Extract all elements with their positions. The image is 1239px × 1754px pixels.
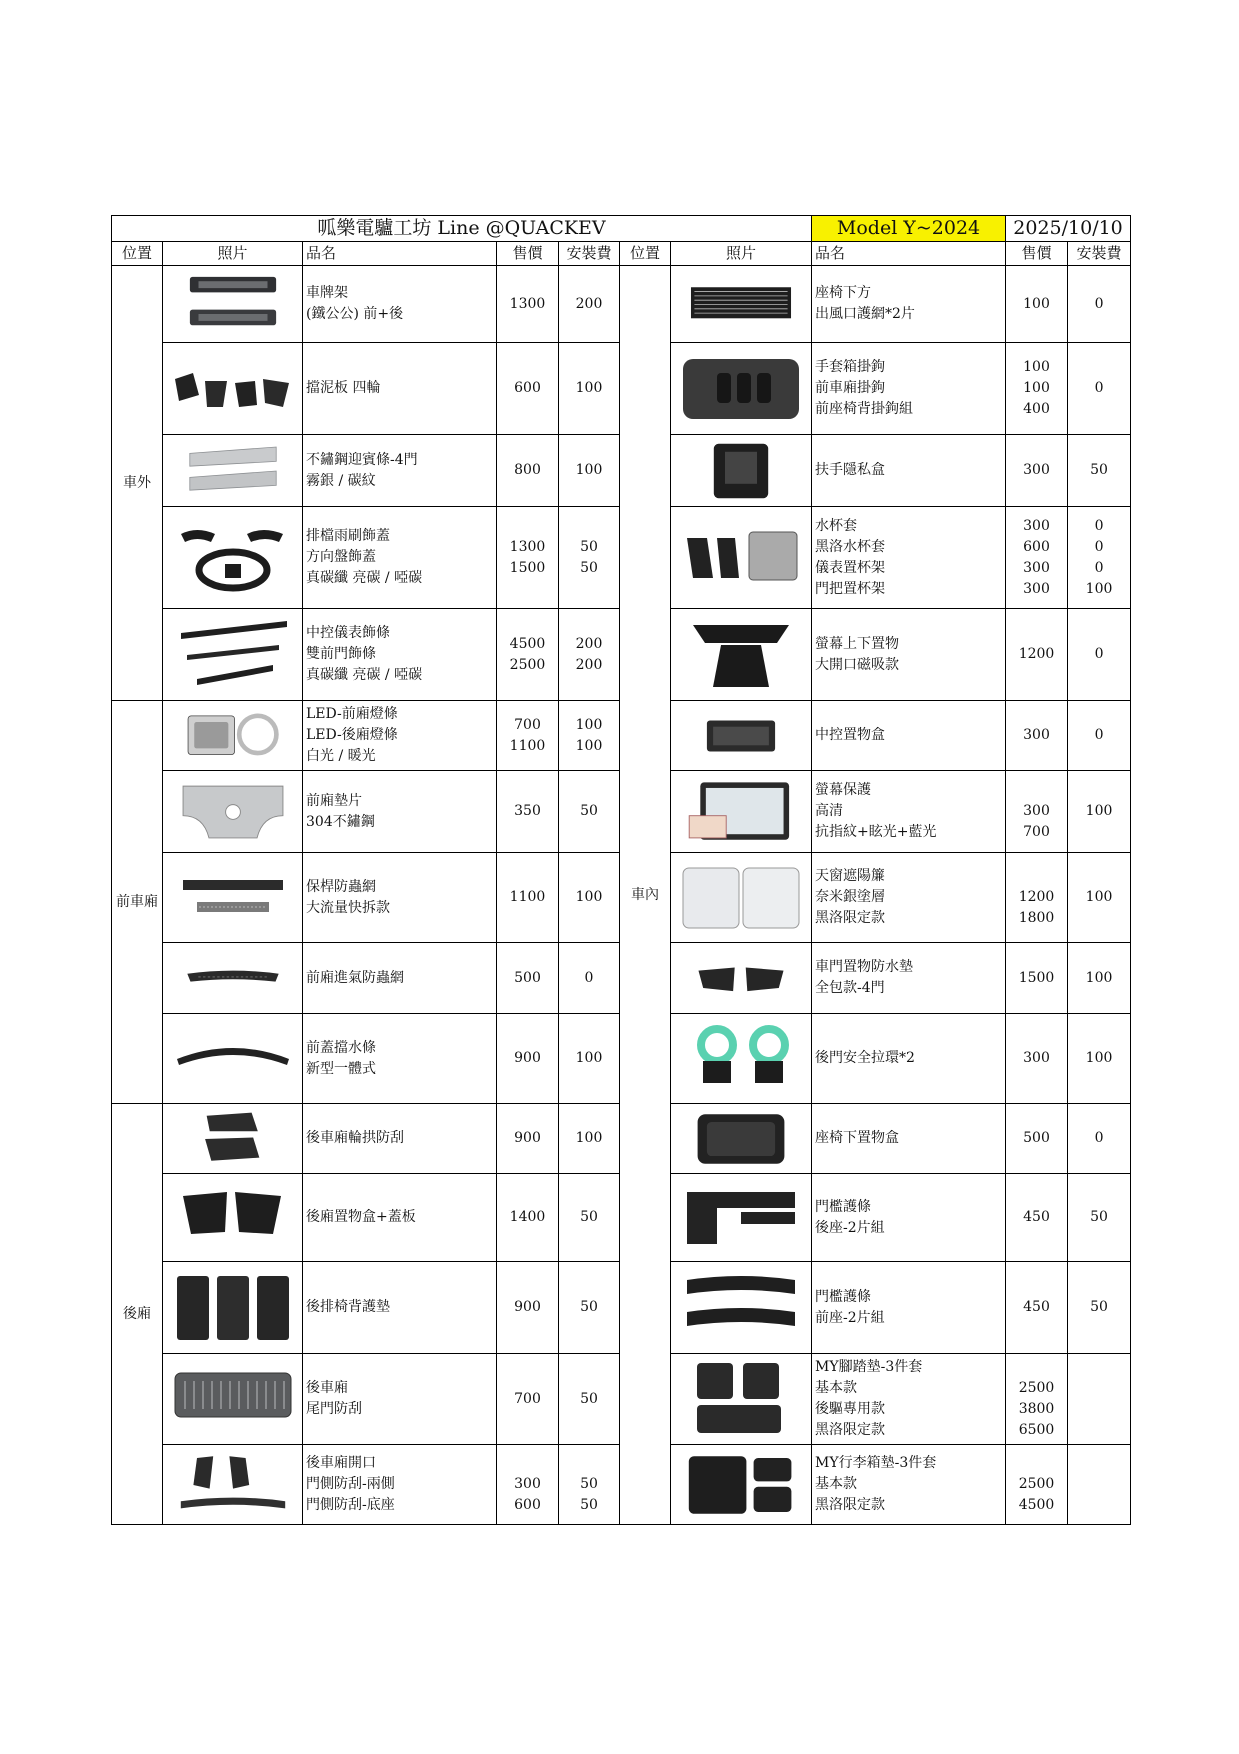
led-strip-icon <box>169 705 297 767</box>
product-photo <box>163 507 303 609</box>
product-price: 700 <box>497 1354 559 1445</box>
product-name: 手套箱掛鉤 前車廂掛鉤 前座椅背掛鉤組 <box>812 343 1006 435</box>
product-name: 前廂進氣防蟲網 <box>303 943 497 1014</box>
screen-tray-icon <box>677 614 805 696</box>
console-tray-icon <box>677 705 805 767</box>
tailgate-guard-icon <box>169 1358 297 1440</box>
rear-sill-guard-icon <box>677 1178 805 1258</box>
product-price: 1400 <box>497 1174 559 1262</box>
product-price: 4500 2500 <box>497 609 559 701</box>
product-install-fee: 0 <box>1068 609 1131 701</box>
cup-holder-icon <box>677 517 805 599</box>
product-photo <box>671 853 812 943</box>
product-photo <box>163 609 303 701</box>
product-install-fee: 100 <box>559 343 620 435</box>
product-install-fee: 0 <box>1068 1104 1131 1174</box>
sunshade-icon <box>677 857 805 939</box>
col-location-right: 位置 <box>620 242 671 266</box>
dash-trim-icon <box>169 614 297 696</box>
product-photo <box>163 1262 303 1354</box>
product-photo <box>671 343 812 435</box>
product-name: 後車廂 尾門防刮 <box>303 1354 497 1445</box>
product-name: 車門置物防水墊 全包款-4門 <box>812 943 1006 1014</box>
product-name: 門檻護條 後座-2片組 <box>812 1174 1006 1262</box>
product-install-fee: 50 50 <box>559 507 620 609</box>
shop-title: 呱樂電驢工坊 Line @QUACKEV <box>112 216 812 242</box>
product-price: 350 <box>497 771 559 853</box>
product-price: 900 <box>497 1104 559 1174</box>
product-install-fee: 50 <box>1068 1174 1131 1262</box>
product-photo <box>163 1104 303 1174</box>
product-photo <box>163 435 303 507</box>
product-name: 保桿防蟲網 大流量快拆款 <box>303 853 497 943</box>
product-price: 300 600 300 300 <box>1006 507 1068 609</box>
product-name: 螢幕上下置物 大開口磁吸款 <box>812 609 1006 701</box>
product-photo <box>671 507 812 609</box>
pull-ring-icon <box>677 1018 805 1100</box>
product-name: 螢幕保護 高清 抗指紋+眩光+藍光 <box>812 771 1006 853</box>
wheel-arch-guard-icon <box>169 1108 297 1170</box>
title-row <box>112 216 1131 242</box>
product-price: 800 <box>497 435 559 507</box>
product-photo <box>163 1354 303 1445</box>
date: 2025/10/10 <box>1006 216 1131 242</box>
col-install-right: 安裝費 <box>1068 242 1131 266</box>
product-price: 500 <box>497 943 559 1014</box>
product-photo <box>671 1014 812 1104</box>
col-photo: 照片 <box>163 242 303 266</box>
product-price: 100 100 400 <box>1006 343 1068 435</box>
product-price: 100 <box>1006 266 1068 343</box>
product-name: 中控儀表飾條 雙前門飾條 真碳纖 亮碳 / 啞碳 <box>303 609 497 701</box>
license-plate-frame-icon <box>169 270 297 339</box>
trunk-bin-icon <box>169 1178 297 1258</box>
product-install-fee: 100 <box>1068 943 1131 1014</box>
product-install-fee: 0 0 0 100 <box>1068 507 1131 609</box>
seatback-pad-icon <box>169 1267 297 1349</box>
product-name: 排檔雨刷飾蓋 方向盤飾蓋 真碳纖 亮碳 / 啞碳 <box>303 507 497 609</box>
door-pocket-mat-icon <box>677 947 805 1010</box>
product-photo <box>163 1174 303 1262</box>
product-price: 2500 3800 6500 <box>1006 1354 1068 1445</box>
hook-icon <box>677 348 805 430</box>
product-install-fee: 50 <box>1068 1262 1131 1354</box>
screen-protector-icon <box>677 775 805 849</box>
product-price: 300 <box>1006 435 1068 507</box>
product-install-fee <box>1068 1354 1131 1445</box>
product-photo <box>671 701 812 771</box>
product-price: 900 <box>497 1014 559 1104</box>
product-install-fee: 100 <box>1068 1014 1131 1104</box>
product-photo <box>671 943 812 1014</box>
trunk-mat-icon <box>677 1449 805 1521</box>
product-name: 前蓋擋水條 新型一體式 <box>303 1014 497 1104</box>
header-row <box>112 242 1131 266</box>
product-photo <box>163 343 303 435</box>
section-interior: 車內 <box>620 266 671 1525</box>
bumper-mesh-icon <box>169 857 297 939</box>
col-photo-right: 照片 <box>671 242 812 266</box>
product-install-fee: 100 <box>559 1104 620 1174</box>
price-table <box>111 215 1131 1525</box>
product-price: 1100 <box>497 853 559 943</box>
hood-seal-icon <box>169 1018 297 1100</box>
col-location: 位置 <box>112 242 163 266</box>
product-name: 不鏽鋼迎賓條-4門 霧銀 / 碳紋 <box>303 435 497 507</box>
underseat-box-icon <box>677 1108 805 1170</box>
product-name: 座椅下方 出風口護網*2片 <box>812 266 1006 343</box>
section-trunk: 後廂 <box>112 1104 163 1525</box>
product-install-fee: 100 <box>1068 853 1131 943</box>
product-photo <box>671 609 812 701</box>
product-install-fee: 0 <box>1068 343 1131 435</box>
product-install-fee: 50 50 <box>559 1445 620 1525</box>
product-name: 天窗遮陽簾 奈米銀塗層 黑洛限定款 <box>812 853 1006 943</box>
product-photo <box>671 771 812 853</box>
product-photo <box>671 1104 812 1174</box>
vent-grille-icon <box>677 270 805 339</box>
product-install-fee: 0 <box>559 943 620 1014</box>
product-price: 600 <box>497 343 559 435</box>
product-install-fee: 100 <box>1068 771 1131 853</box>
product-photo <box>671 1445 812 1525</box>
col-price-right: 售價 <box>1006 242 1068 266</box>
product-price: 1300 <box>497 266 559 343</box>
model-badge: Model Y~2024 <box>812 216 1006 242</box>
product-price: 300 <box>1006 701 1068 771</box>
section-frunk: 前車廂 <box>112 701 163 1104</box>
product-install-fee: 50 <box>559 1174 620 1262</box>
product-name: MY行李箱墊-3件套 基本款 黑洛限定款 <box>812 1445 1006 1525</box>
product-install-fee: 200 <box>559 266 620 343</box>
product-photo <box>671 1354 812 1445</box>
product-name: 座椅下置物盒 <box>812 1104 1006 1174</box>
product-install-fee: 50 <box>559 771 620 853</box>
product-name: 後排椅背護墊 <box>303 1262 497 1354</box>
product-install-fee: 0 <box>1068 266 1131 343</box>
product-photo <box>163 266 303 343</box>
product-install-fee: 50 <box>559 1354 620 1445</box>
product-name: MY腳踏墊-3件套 基本款 後驅專用款 黑洛限定款 <box>812 1354 1006 1445</box>
product-price: 1200 <box>1006 609 1068 701</box>
product-name: 後廂置物盒+蓋板 <box>303 1174 497 1262</box>
product-name: 門檻護條 前座-2片組 <box>812 1262 1006 1354</box>
product-row <box>112 266 1131 343</box>
col-name: 品名 <box>303 242 497 266</box>
armrest-box-icon <box>677 439 805 503</box>
mudflap-icon <box>169 348 297 430</box>
product-install-fee: 0 <box>1068 701 1131 771</box>
col-name-right: 品名 <box>812 242 1006 266</box>
product-photo <box>163 853 303 943</box>
sill-plate-icon <box>169 439 297 503</box>
col-price: 售價 <box>497 242 559 266</box>
product-name: 後門安全拉環*2 <box>812 1014 1006 1104</box>
product-price: 1500 <box>1006 943 1068 1014</box>
product-photo <box>163 943 303 1014</box>
product-photo <box>671 1174 812 1262</box>
floor-mat-icon <box>677 1358 805 1440</box>
product-price: 300 600 <box>497 1445 559 1525</box>
product-name: 水杯套 黑洛水杯套 儀表置杯架 門把置杯架 <box>812 507 1006 609</box>
product-price: 300 700 <box>1006 771 1068 853</box>
product-install-fee: 100 100 <box>559 701 620 771</box>
product-install-fee: 100 <box>559 435 620 507</box>
product-price: 500 <box>1006 1104 1068 1174</box>
product-price: 1300 1500 <box>497 507 559 609</box>
product-install-fee: 200 200 <box>559 609 620 701</box>
col-install: 安裝費 <box>559 242 620 266</box>
product-photo <box>163 1445 303 1525</box>
product-price: 1200 1800 <box>1006 853 1068 943</box>
product-name: 扶手隱私盒 <box>812 435 1006 507</box>
product-name: 中控置物盒 <box>812 701 1006 771</box>
product-price: 450 <box>1006 1262 1068 1354</box>
product-price: 450 <box>1006 1174 1068 1262</box>
product-photo <box>671 266 812 343</box>
product-install-fee: 100 <box>559 853 620 943</box>
section-exterior: 車外 <box>112 266 163 701</box>
product-install-fee: 50 <box>1068 435 1131 507</box>
price-list-sheet <box>111 215 1130 1546</box>
steering-trim-icon <box>169 517 297 599</box>
product-price: 2500 4500 <box>1006 1445 1068 1525</box>
product-name: 後車廂輪拱防刮 <box>303 1104 497 1174</box>
product-price: 700 1100 <box>497 701 559 771</box>
product-photo <box>163 1014 303 1104</box>
product-photo <box>671 435 812 507</box>
product-price: 900 <box>497 1262 559 1354</box>
product-price: 300 <box>1006 1014 1068 1104</box>
product-name: 前廂墊片 304不鏽鋼 <box>303 771 497 853</box>
product-photo <box>671 1262 812 1354</box>
product-install-fee: 50 <box>559 1262 620 1354</box>
intake-mesh-icon <box>169 947 297 1010</box>
frunk-plate-icon <box>169 775 297 849</box>
product-install-fee: 100 <box>559 1014 620 1104</box>
product-name: LED-前廂燈條 LED-後廂燈條 白光 / 暖光 <box>303 701 497 771</box>
front-sill-guard-icon <box>677 1267 805 1349</box>
product-photo <box>163 701 303 771</box>
product-photo <box>163 771 303 853</box>
product-name: 後車廂開口 門側防刮-兩側 門側防刮-底座 <box>303 1445 497 1525</box>
product-install-fee <box>1068 1445 1131 1525</box>
product-name: 擋泥板 四輪 <box>303 343 497 435</box>
product-name: 車牌架 (鐵公公) 前+後 <box>303 266 497 343</box>
trunk-opening-guard-icon <box>169 1449 297 1521</box>
